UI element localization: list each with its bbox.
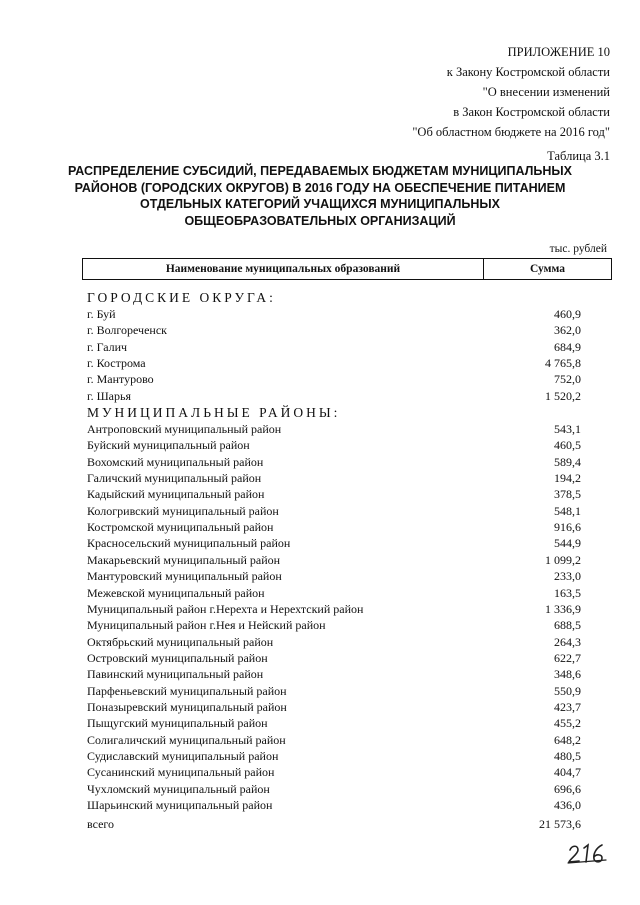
appendix-line: "О внесении изменений [482, 85, 610, 99]
municipality-name: Костромской муниципальный район [87, 520, 274, 535]
table-row [87, 683, 587, 699]
subsidy-amount: 460,9 [554, 307, 581, 321]
table-row [87, 666, 587, 682]
table-row [87, 454, 587, 470]
table-row [87, 797, 587, 813]
table-row [87, 535, 587, 551]
table-row [87, 732, 587, 748]
municipality-name: Кадыйский муниципальный район [87, 487, 265, 502]
municipality-name: Шарьинский муниципальный район [87, 797, 273, 812]
subsidy-amount: 423,7 [554, 699, 581, 714]
municipality-name: Солигаличский муниципальный район [87, 732, 286, 747]
appendix-line: ПРИЛОЖЕНИЕ 10 [507, 45, 610, 59]
subsidy-amount: 543,1 [554, 422, 581, 437]
total-value: 21 573,6 [539, 817, 581, 831]
municipality-name: г. Галич [87, 339, 128, 354]
municipality-name: Октябрьский муниципальный район [87, 634, 274, 649]
subsidy-amount: 548,1 [554, 503, 581, 518]
table-row [87, 585, 587, 601]
section-heading: ГОРОДСКИЕ ОКРУГА: [87, 290, 276, 305]
municipality-name: Муниципальный район г.Нея и Нейский район [87, 618, 326, 633]
appendix-line: в Закон Костромской области [453, 105, 610, 119]
municipality-name: Островский муниципальный район [87, 650, 268, 665]
table-row [87, 388, 587, 404]
table-row [87, 437, 587, 453]
municipality-name: г. Волгореченск [87, 323, 167, 338]
municipality-name: г. Кострома [87, 356, 146, 371]
table-row [87, 371, 587, 387]
table-row [87, 634, 587, 650]
section-heading: МУНИЦИПАЛЬНЫЕ РАЙОНЫ: [87, 405, 341, 421]
subsidy-amount: 544,9 [554, 536, 581, 551]
column-header-name: Наименование муниципальных образований [83, 259, 484, 280]
appendix-header [412, 42, 610, 166]
subsidy-amount: 163,5 [554, 585, 581, 600]
table-row [87, 421, 587, 437]
subsidy-amount: 404,7 [554, 765, 581, 780]
municipality-name: Муниципальный район г.Нерехта и Нерехтский район [87, 601, 364, 616]
subsidy-amount: 4 765,8 [545, 356, 581, 371]
subsidy-amount: 648,2 [554, 732, 581, 747]
municipality-name: Парфеньевский муниципальный район [87, 683, 287, 698]
municipality-name: Антроповский муниципальный район [87, 422, 282, 437]
table-row [87, 552, 587, 568]
subsidy-amount: 1 336,9 [545, 601, 581, 616]
total-label: всего [87, 817, 115, 831]
subsidy-amount: 589,4 [554, 454, 581, 469]
municipality-name: г. Шарья [87, 388, 131, 403]
subsidy-amount: 684,9 [554, 339, 581, 354]
subsidy-amount: 378,5 [554, 487, 581, 502]
subsidy-amount: 362,0 [554, 323, 581, 338]
subsidy-amount: 696,6 [554, 781, 581, 796]
municipality-name: Галичский муниципальный район [87, 471, 262, 486]
column-header-sum: Сумма [484, 259, 612, 280]
subsidy-amount: 264,3 [554, 634, 581, 649]
municipality-name: г. Мантурово [87, 372, 154, 387]
municipality-name: Вохомский муниципальный район [87, 454, 264, 469]
table-row [87, 503, 587, 519]
municipality-name: г. Буй [87, 307, 116, 321]
appendix-line: к Закону Костромской области [446, 65, 610, 79]
subsidy-amount: 688,5 [554, 618, 581, 633]
table-header [82, 258, 612, 280]
table-row [87, 715, 587, 731]
table-row [87, 470, 587, 486]
units-label: тыс. рублей [549, 243, 607, 255]
subsidy-amount: 480,5 [554, 748, 581, 763]
table-body [87, 289, 587, 813]
table-row [87, 486, 587, 502]
document-title: РАСПРЕДЕЛЕНИЕ СУБСИДИЙ, ПЕРЕДАВАЕМЫХ БЮДЖЕТАМ МУНИЦИПАЛЬНЫХ РАЙОНОВ (ГОРОДСКИХ ОКРУГОВ) В 2016 ГОДУ НА ОБЕСПЕЧЕНИЕ ПИТАНИЕМ ОТДЕЛЬНЫХ КАТЕГОРИЙ УЧАЩИХСЯ МУНИЦИПАЛЬНЫХ ОБЩЕОБРАЗОВАТЕЛЬНЫХ ОРГАНИЗАЦИЙ [68, 164, 572, 228]
subsidy-amount: 1 520,2 [545, 388, 581, 403]
appendix-line: "Об областном бюджете на 2016 год" [412, 125, 610, 139]
subsidy-amount: 752,0 [554, 372, 581, 387]
table-row [87, 699, 587, 715]
subsidy-amount: 460,5 [554, 438, 581, 453]
municipality-name: Пыщугский муниципальный район [87, 716, 268, 731]
table-row [87, 748, 587, 764]
subsidy-amount: 194,2 [554, 471, 581, 486]
subsidy-amount: 455,2 [554, 716, 581, 731]
table-row [87, 764, 587, 780]
subsidy-amount: 622,7 [554, 650, 581, 665]
subsidy-amount: 550,9 [554, 683, 581, 698]
municipality-name: Межевской муниципальный район [87, 585, 265, 600]
municipality-name: Макарьевский муниципальный район [87, 552, 281, 567]
handwritten-page-number [566, 842, 610, 864]
municipality-name: Буйский муниципальный район [87, 438, 250, 453]
table-row [87, 322, 587, 338]
municipality-name: Мантуровский муниципальный район [87, 569, 282, 584]
municipality-name: Красносельский муниципальный район [87, 536, 291, 551]
table-row [87, 650, 587, 666]
table-row [87, 617, 587, 633]
subsidy-amount: 916,6 [554, 520, 581, 535]
subsidy-amount: 233,0 [554, 569, 581, 584]
table-row [87, 781, 587, 797]
table-row [87, 355, 587, 371]
municipality-name: Кологривский муниципальный район [87, 503, 279, 518]
total-row [87, 816, 587, 832]
municipality-name: Чухломский муниципальный район [87, 781, 270, 796]
table-row [87, 339, 587, 355]
municipality-name: Судиславский муниципальный район [87, 748, 279, 763]
table-row [87, 568, 587, 584]
table-row [87, 601, 587, 617]
municipality-name: Поназыревский муниципальный район [87, 699, 287, 714]
table-row [87, 519, 587, 535]
municipality-name: Павинский муниципальный район [87, 667, 264, 682]
table-label: Таблица 3.1 [547, 149, 610, 163]
subsidy-amount: 348,6 [554, 667, 581, 682]
municipality-name: Сусанинский муниципальный район [87, 765, 275, 780]
subsidy-amount: 436,0 [554, 797, 581, 812]
table-row [87, 306, 587, 322]
subsidy-amount: 1 099,2 [545, 552, 581, 567]
